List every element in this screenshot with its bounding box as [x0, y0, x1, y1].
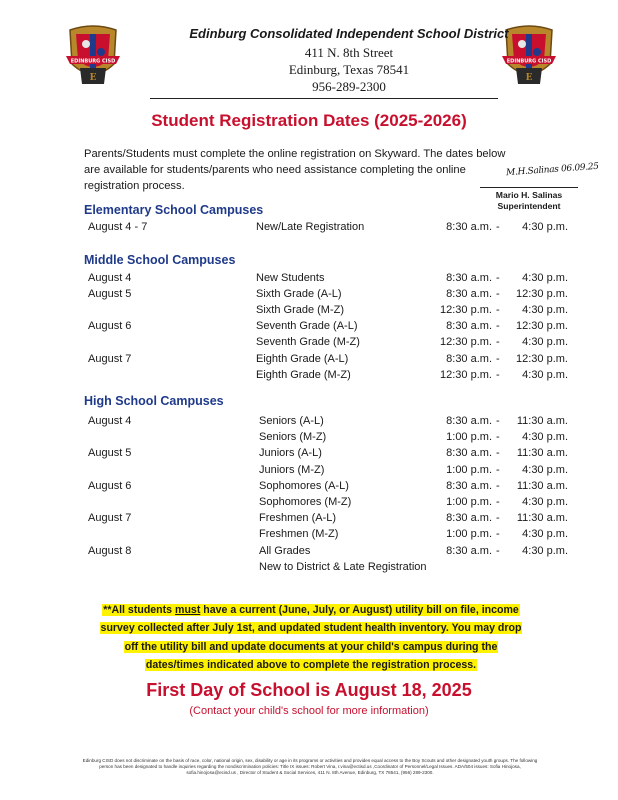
row-start-time: 8:30 a.m.	[446, 479, 492, 492]
superintendent-name: Mario H. Salinas	[495, 190, 563, 200]
row-end-time: 12:30 p.m.	[516, 288, 568, 301]
time-range-dash: -	[496, 320, 500, 333]
section-heading-high: High School Campuses	[84, 394, 224, 408]
row-start-time: 8:30 a.m.	[446, 272, 492, 284]
row-start-time: 8:30 a.m.	[446, 544, 492, 557]
time-range-dash: -	[496, 288, 500, 301]
row-date: August 7	[88, 352, 132, 365]
notice-must: must	[175, 604, 201, 616]
time-range-dash: -	[496, 463, 500, 476]
notice-prefix: **All students	[103, 604, 176, 616]
time-range-dash: -	[496, 221, 500, 233]
row-date: August 7	[88, 512, 132, 525]
row-start-time: 12:30 p.m.	[440, 336, 492, 349]
signature-line	[480, 187, 578, 188]
row-end-time: 4:30 p.m.	[522, 496, 568, 508]
page-title: Student Registration Dates (2025-2026)	[151, 111, 467, 130]
row-end-time: 4:30 p.m.	[522, 272, 568, 284]
row-date: August 6	[88, 479, 132, 492]
row-start-time: 1:00 p.m.	[446, 528, 492, 541]
intro-paragraph: Parents/Students must complete the online registration on Skyward. The dates below are available for students/parents who need assistance completing the online registration process.	[84, 148, 506, 192]
handwritten-signature: M.H.Salinas 06.09.25	[505, 161, 600, 179]
section-heading-elementary: Elementary School Campuses	[84, 203, 264, 217]
row-end-time: 4:30 p.m.	[522, 368, 568, 381]
row-event: Sixth Grade (A-L)	[256, 288, 342, 301]
row-end-time: 4:30 p.m.	[522, 304, 568, 317]
row-start-time: 1:00 p.m.	[446, 463, 492, 476]
row-start-time: 8:30 a.m.	[446, 288, 492, 301]
time-range-dash: -	[496, 352, 500, 365]
row-event: Sophomores (A-L)	[259, 479, 349, 492]
district-name: Edinburg Consolidated Independent School District	[189, 26, 509, 41]
row-event: New to District & Late Registration	[259, 560, 427, 573]
row-date: August 4	[88, 415, 132, 427]
superintendent-block	[480, 190, 578, 212]
row-date: August 6	[88, 320, 132, 333]
svg-text:E: E	[89, 73, 97, 83]
crest-text: EDINBURG CISD	[506, 58, 552, 65]
row-end-time: 4:30 p.m.	[522, 221, 568, 233]
row-event: Juniors (M-Z)	[259, 463, 325, 476]
row-end-time: 11:30 a.m.	[516, 512, 568, 525]
contact-note: (Contact your child's school for more information)	[189, 705, 429, 717]
row-event: New Students	[256, 272, 325, 284]
row-start-time: 8:30 a.m.	[446, 512, 492, 525]
row-event: Seventh Grade (M-Z)	[256, 336, 360, 349]
row-event: Seniors (A-L)	[259, 415, 324, 427]
row-start-time: 8:30 a.m.	[446, 415, 492, 427]
row-end-time: 11:30 a.m.	[516, 447, 568, 460]
row-date: August 5	[88, 288, 132, 301]
row-event: All Grades	[259, 544, 311, 557]
time-range-dash: -	[496, 544, 500, 557]
row-date: August 5	[88, 447, 132, 460]
row-end-time: 12:30 p.m.	[516, 352, 568, 365]
row-event: Sophomores (M-Z)	[259, 496, 352, 508]
row-start-time: 1:00 p.m.	[446, 431, 492, 444]
row-end-time: 4:30 p.m.	[522, 431, 568, 444]
row-end-time: 4:30 p.m.	[522, 463, 568, 476]
time-range-dash: -	[496, 528, 500, 541]
address-line-2: Edinburg, Texas 78541	[288, 62, 410, 77]
row-event: Eighth Grade (M-Z)	[256, 368, 351, 381]
row-end-time: 12:30 p.m.	[516, 320, 568, 333]
time-range-dash: -	[496, 272, 500, 284]
crest-text: EDINBURG CISD	[70, 58, 116, 65]
row-start-time: 1:00 p.m.	[446, 496, 492, 508]
utility-bill-notice	[96, 601, 526, 675]
row-event: Sixth Grade (M-Z)	[256, 304, 345, 317]
address-line-1: 411 N. 8th Street	[304, 45, 394, 60]
row-event: Eighth Grade (A-L)	[256, 352, 349, 365]
row-start-time: 8:30 a.m.	[446, 221, 492, 233]
row-event: Seventh Grade (A-L)	[256, 320, 358, 333]
phone-number: 956-289-2300	[312, 79, 386, 94]
time-range-dash: -	[496, 304, 500, 317]
row-date: August 4 - 7	[88, 221, 148, 233]
row-end-time: 11:30 a.m.	[516, 415, 568, 427]
time-range-dash: -	[496, 447, 500, 460]
row-event: New/Late Registration	[256, 221, 365, 233]
row-end-time: 4:30 p.m.	[522, 544, 568, 557]
row-start-time: 12:30 p.m.	[440, 368, 492, 381]
time-range-dash: -	[496, 415, 500, 427]
nondiscrimination-footer: Edinburg CISD does not discriminate on the basis of race, color, national origin, sex, disability or age in its programs or activities and provides equal access to the Boy Scouts and other designated youth groups. The following person has been designated to handle inquiries regarding the nondiscrimination policies: Title IX issues: Robert Vina, r.vina@ectisd.us ,Coordinator of Personnel/Legal Issues. ADA/504 issues: Sofia Hinojosa, sofia.hinojosa@ecisd.us , Director of Student & Social Services, 411 N. 8th Avenue, Edinburg, TX 78541, (956) 289-2300.	[82, 758, 538, 775]
time-range-dash: -	[496, 512, 500, 525]
row-end-time: 11:30 a.m.	[516, 479, 568, 492]
row-start-time: 8:30 a.m.	[446, 352, 492, 365]
row-date: August 8	[88, 544, 132, 557]
first-day-banner: First Day of School is August 18, 2025	[146, 680, 472, 700]
time-range-dash: -	[496, 336, 500, 349]
header-divider	[150, 98, 498, 99]
row-event: Seniors (M-Z)	[259, 431, 327, 444]
section-heading-middle: Middle School Campuses	[84, 253, 236, 267]
row-start-time: 8:30 a.m.	[446, 320, 492, 333]
notice-text: have a current (June, July, or August) utility bill on file, income survey collected after July 1st, and updated student health inventory. You may drop off the utility bill and update documents at your child's campus during the dates/times indicated above to complete the registration process.	[100, 604, 522, 672]
row-event: Freshmen (A-L)	[259, 512, 337, 525]
svg-text:E: E	[525, 73, 533, 83]
row-event: Freshmen (M-Z)	[259, 528, 339, 541]
row-end-time: 4:30 p.m.	[522, 528, 568, 541]
row-date: August 4	[88, 272, 132, 284]
row-start-time: 8:30 a.m.	[446, 447, 492, 460]
row-end-time: 4:30 p.m.	[522, 336, 568, 349]
row-start-time: 12:30 p.m.	[440, 304, 492, 317]
superintendent-title: Superintendent	[497, 201, 561, 211]
time-range-dash: -	[496, 368, 500, 381]
time-range-dash: -	[496, 431, 500, 444]
time-range-dash: -	[496, 496, 500, 508]
time-range-dash: -	[496, 479, 500, 492]
row-event: Juniors (A-L)	[259, 447, 322, 460]
